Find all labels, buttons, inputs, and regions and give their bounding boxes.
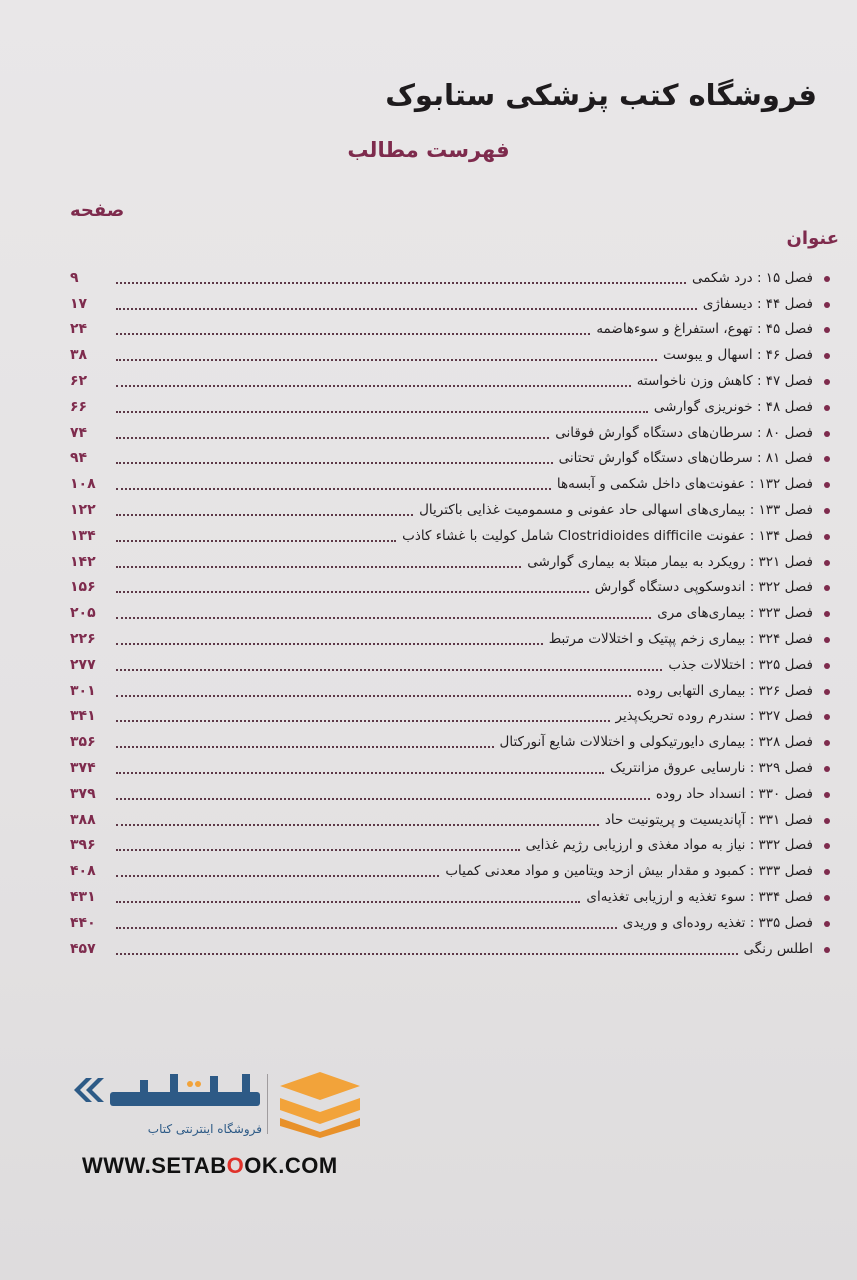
toc-row: [70, 647, 830, 673]
toc-page-number: ۱۰۸: [70, 476, 96, 493]
toc-row: [70, 312, 830, 338]
bullet-icon: [819, 530, 830, 544]
dot-leader: [116, 603, 651, 619]
bullet-icon: [819, 788, 830, 802]
dot-leader: [116, 345, 657, 361]
bullet-icon: [819, 556, 830, 570]
toc-page-number: ۲۷۷: [70, 656, 96, 673]
toc-row: [70, 621, 830, 647]
toc-entry-title: فصل ۳۲۲ : اندوسکوپی دستگاه گوارش: [594, 579, 813, 596]
dot-leader: [116, 655, 662, 671]
toc-row: [70, 931, 830, 957]
dot-leader: [116, 371, 631, 387]
toc-entry-title: فصل ۳۲۸ : بیماری دایورتیکولی و اختلالات شایع آنورکتال: [499, 734, 813, 751]
toc-entry-title: فصل ۳۳۱ : آپاندیسیت و پریتونیت حاد: [604, 811, 813, 828]
logo-divider: [267, 1074, 268, 1134]
dot-leader: [116, 448, 553, 464]
dot-leader: [116, 319, 590, 335]
table-of-contents: [70, 260, 830, 957]
toc-entry-title: فصل ۳۲۹ : نارسایی عروق مزانتریک: [609, 759, 813, 776]
toc-row: [70, 879, 830, 905]
dot-leader: [116, 887, 580, 903]
toc-entry-title: فصل ۱۳۲ : عفونت‌های داخل شکمی و آبسه‌ها: [556, 476, 813, 493]
book-emblem-icon: [276, 1070, 364, 1138]
toc-entry-title: فصل ۱۳۴ : عفونت Clostridioides difficile شامل کولیت با غشاء کاذب: [402, 527, 813, 544]
bullet-icon: [819, 762, 830, 776]
toc-page-number: ۴۴۰: [70, 914, 96, 931]
toc-row: [70, 260, 830, 286]
toc-row: [70, 544, 830, 570]
toc-entry-title: فصل ۴۸ : خونریزی گوارشی: [653, 398, 813, 415]
bullet-icon: [819, 323, 830, 337]
toc-page-number: ۶۶: [70, 398, 88, 415]
toc-row: [70, 724, 830, 750]
toc-entry-title: فصل ۱۵ : درد شکمی: [692, 269, 813, 286]
bullet-icon: [819, 814, 830, 828]
bullet-icon: [819, 401, 830, 415]
toc-page-number: ۳۰۱: [70, 682, 96, 699]
toc-entry-title: فصل ۳۳۴ : سوء تغذیه و ارزیابی تغذیه‌ای: [586, 888, 813, 905]
bullet-icon: [819, 581, 830, 595]
toc-heading: فهرست مطالب: [347, 138, 510, 162]
toc-entry-title: فصل ۸۱ : سرطان‌های دستگاه گوارش تحتانی: [558, 450, 813, 467]
toc-row: [70, 389, 830, 415]
toc-entry-title: فصل ۴۵ : تهوع، استفراغ و سوءهاضمه: [596, 321, 813, 338]
bullet-icon: [819, 736, 830, 750]
toc-entry-title: فصل ۳۳۰ : انسداد حاد روده: [655, 785, 813, 802]
toc-page-number: ۲۲۶: [70, 630, 96, 647]
bullet-icon: [819, 659, 830, 673]
toc-page-number: ۴۰۸: [70, 863, 96, 880]
toc-entry-title: فصل ۴۶ : اسهال و یبوست: [662, 347, 813, 364]
dot-leader: [116, 758, 604, 774]
toc-page-number: ۳۷۴: [70, 759, 96, 776]
toc-row: [70, 750, 830, 776]
bullet-icon: [819, 917, 830, 931]
bullet-icon: [819, 427, 830, 441]
dot-leader: [116, 861, 439, 877]
toc-row: [70, 492, 830, 518]
toc-entry-title: فصل ۳۲۷ : سندرم روده تحریک‌پذیر: [615, 708, 813, 725]
dot-leader: [116, 732, 494, 748]
toc-entry-title: فصل ۳۲۵ : اختلالات جذب: [668, 656, 813, 673]
toc-page-number: ۱۴۲: [70, 553, 96, 570]
dot-leader: [116, 835, 520, 851]
toc-page-number: ۳۵۶: [70, 734, 96, 751]
toc-row: [70, 853, 830, 879]
toc-row: [70, 673, 830, 699]
toc-entry-title: فصل ۴۷ : کاهش وزن ناخواسته: [636, 372, 813, 389]
website-url[interactable]: WWW.SETABOOK.COM: [82, 1153, 338, 1178]
dot-leader: [116, 552, 521, 568]
toc-page-number: ۱۷: [70, 295, 88, 312]
toc-page-number: ۳۸: [70, 347, 88, 364]
dot-leader: [116, 474, 551, 490]
toc-page-number: ۴۳۱: [70, 888, 96, 905]
dot-leader: [116, 629, 543, 645]
toc-page-number: ۷۴: [70, 424, 88, 441]
toc-row: [70, 905, 830, 931]
toc-entry-title: فصل ۳۲۴ : بیماری زخم پپتیک و اختلالات مرتبط: [548, 630, 813, 647]
toc-page-number: ۳۴۱: [70, 708, 96, 725]
bullet-icon: [819, 865, 830, 879]
toc-entry-title: فصل ۳۲۱ : رویکرد به بیمار مبتلا به بیماری گوارشی: [527, 553, 813, 570]
dot-leader: [116, 681, 631, 697]
toc-page-number: ۹۴: [70, 450, 88, 467]
toc-row: [70, 802, 830, 828]
toc-page-number: ۴۵۷: [70, 940, 96, 957]
toc-row: [70, 286, 830, 312]
dot-leader: [116, 526, 396, 542]
toc-page-number: ۱۲۲: [70, 501, 96, 518]
dot-leader: [116, 423, 549, 439]
toc-page-number: ۱۵۶: [70, 579, 96, 596]
bullet-icon: [819, 504, 830, 518]
toc-entry-title: فصل ۱۳۳ : بیماری‌های اسهالی حاد عفونی و مسمومیت غذایی باکتریال: [419, 501, 813, 518]
bullet-icon: [819, 452, 830, 466]
title-column-header: عنوان: [786, 228, 839, 249]
toc-row: [70, 363, 830, 389]
toc-entry-title: فصل ۳۳۲ : نیاز به مواد مغذی و ارزیابی رژیم غذایی: [525, 837, 813, 854]
bullet-icon: [819, 710, 830, 724]
page-title: فروشگاه کتب پزشکی ستابوک: [385, 78, 817, 112]
bullet-icon: [819, 478, 830, 492]
bullet-icon: [819, 349, 830, 363]
toc-page-number: ۹: [70, 269, 79, 286]
page-column-header: صفحه: [70, 200, 125, 221]
toc-row: [70, 828, 830, 854]
toc-page-number: ۶۲: [70, 372, 88, 389]
toc-row: [70, 570, 830, 596]
toc-entry-title: فصل ۳۳۳ : کمبود و مقدار بیش ازحد ویتامین و مواد معدنی کمیاب: [445, 863, 813, 880]
bullet-icon: [819, 633, 830, 647]
toc-entry-title: اطلس رنگی: [743, 940, 813, 957]
toc-entry-title: فصل ۳۲۳ : بیماری‌های مری: [657, 605, 813, 622]
dot-leader: [116, 939, 738, 955]
logo-tagline: فروشگاه اینترنتی کتاب: [147, 1122, 262, 1136]
toc-entry-title: فصل ۳۳۵ : تغذیه روده‌ای و وریدی: [622, 914, 813, 931]
toc-row: [70, 415, 830, 441]
bullet-icon: [819, 375, 830, 389]
dot-leader: [116, 784, 650, 800]
dot-leader: [116, 913, 617, 929]
dot-leader: [116, 500, 413, 516]
dot-leader: [116, 268, 686, 284]
toc-page-number: ۳۹۶: [70, 837, 96, 854]
toc-row: [70, 518, 830, 544]
dot-leader: [116, 397, 648, 413]
dot-leader: [116, 810, 599, 826]
toc-row: [70, 595, 830, 621]
bullet-icon: [819, 943, 830, 957]
toc-row: [70, 466, 830, 492]
toc-entry-title: فصل ۳۲۶ : بیماری التهابی روده: [636, 682, 813, 699]
toc-entry-title: فصل ۴۴ : دیسفاژی: [702, 295, 813, 312]
toc-page-number: ۱۳۴: [70, 527, 96, 544]
toc-row: [70, 441, 830, 467]
dot-leader: [116, 577, 589, 593]
toc-page-number: ۲۰۵: [70, 605, 96, 622]
bullet-icon: [819, 607, 830, 621]
bullet-icon: [819, 839, 830, 853]
bullet-icon: [819, 891, 830, 905]
dot-leader: [116, 706, 610, 722]
toc-page-number: ۲۴: [70, 321, 88, 338]
toc-row: [70, 337, 830, 363]
toc-page-number: ۳۷۹: [70, 785, 96, 802]
bullet-icon: [819, 298, 830, 312]
dot-leader: [116, 294, 697, 310]
toc-page-number: ۳۸۸: [70, 811, 96, 828]
bullet-icon: [819, 685, 830, 699]
toc-row: [70, 776, 830, 802]
bullet-icon: [819, 272, 830, 286]
toc-row: [70, 699, 830, 725]
toc-entry-title: فصل ۸۰ : سرطان‌های دستگاه گوارش فوقانی: [555, 424, 813, 441]
